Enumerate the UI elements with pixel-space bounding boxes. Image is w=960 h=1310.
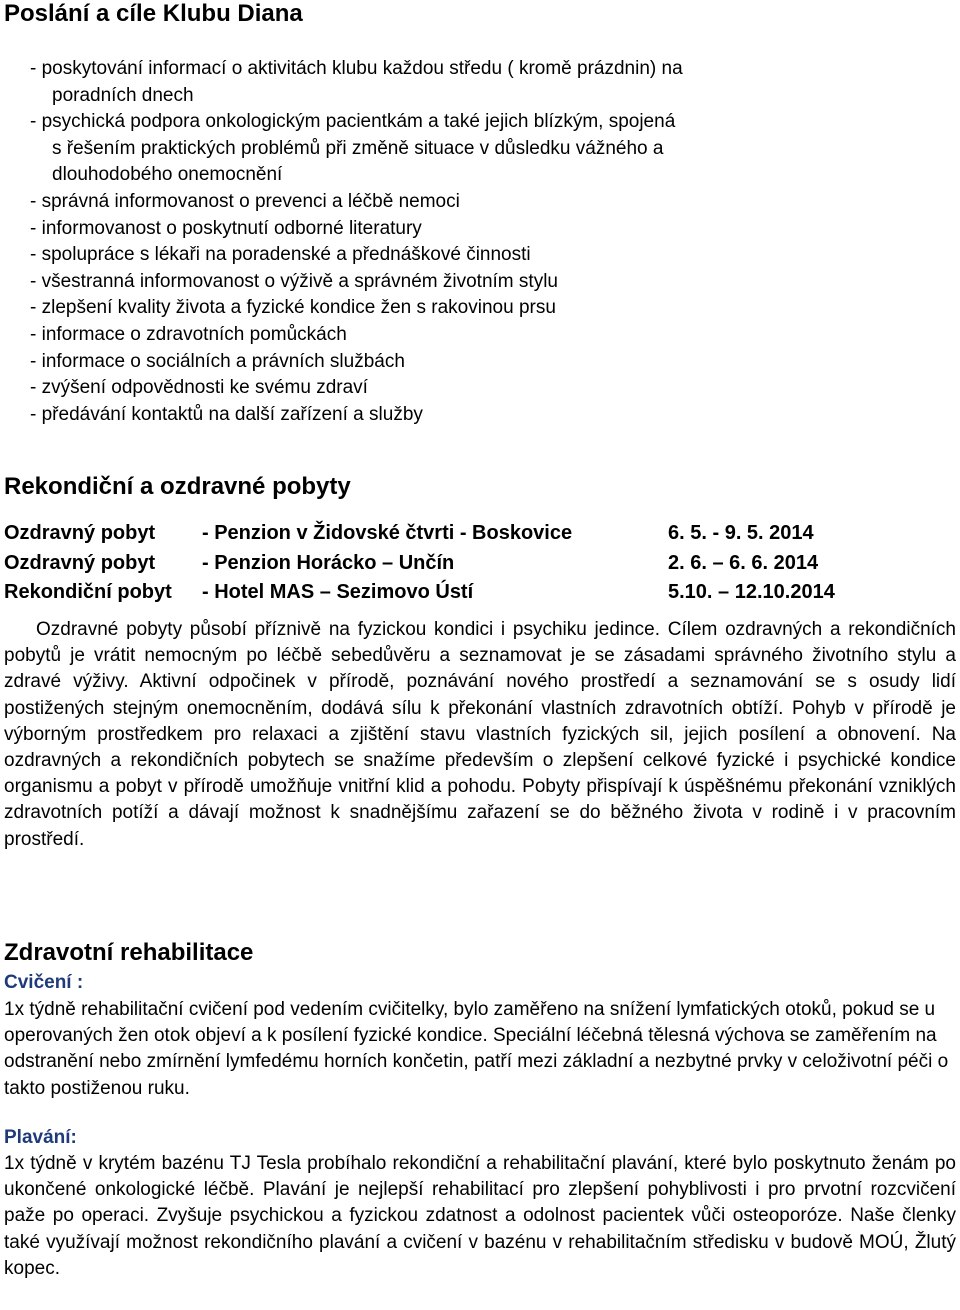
list-item: - správná informovanost o prevenci a léčbě nemoci	[30, 190, 460, 212]
list-item: - psychická podpora onkologickým pacientkám a také jejich blízkým, spojená	[30, 111, 676, 133]
stays-table	[4, 519, 954, 608]
section-heading-stays: Rekondiční a ozdravné pobyty	[4, 473, 351, 500]
list-item: - zlepšení kvality života a fyzické kondice žen s rakovinou prsu	[30, 297, 556, 319]
stay-type: Ozdravný pobyt	[4, 551, 156, 574]
list-item: - zvýšení odpovědnosti ke svému zdraví	[30, 377, 368, 399]
list-item: - poskytování informací o aktivitách klubu každou středu ( kromě prázdnin) na	[30, 58, 683, 79]
table-row	[4, 519, 954, 549]
swimming-paragraph: 1x týdně v krytém bazénu TJ Tesla probíhalo rekondiční a rehabilitační plavání, které bylo poskytnuto ženám po ukončené onkologické léčbě. Plavání je nejlepší rehabilitací pro zlepšení pohyblivosti i pro prvotní rozcvičení paže po operaci. Zvyšuje psychickou a fyzickou zdatnost a odolnost pacientek vůči osteoporóze. Naše členky také využívají možnost rekondičního plavání a cvičení v bazénu v rehabilitačním středisku v budově MOÚ, Žlutý kopec.	[4, 1153, 956, 1279]
list-item: - informace o zdravotních pomůckách	[30, 323, 347, 345]
stays-paragraph	[4, 617, 956, 853]
stay-date: 2. 6. – 6. 6. 2014	[668, 551, 819, 574]
stay-place: - Hotel MAS – Sezimovo Ústí	[202, 581, 474, 603]
table-row	[4, 578, 954, 608]
list-item: - všestranná informovanost o výživě a správném životním stylu	[30, 270, 558, 292]
exercise-heading: Cvičení :	[4, 972, 84, 993]
stays-paragraph-text: Ozdravné pobyty působí příznivě na fyzickou kondici i psychiku jedince. Cílem ozdravných a rekondičních pobytů je vrátit nemocným po léčbě sebedůvěru a seznamovat je se zásadami správného životního stylu a zdravé výživy. Aktivní odpočinek v přírodě, poznávání nového prostředí a seznamování se s osudy lidí postižených stejným onemocněním, dodává sílu k překonání vlastních zdravotních obtíží. Pohyb v přírodě je výborným prostředkem pro relaxaci a zjištění stavu vlastních fyzických sil, jejich posílení a obnovení. Na ozdravných a rekondičních pobytech se snažíme především o zlepšení celkové fyzické i psychické kondice organismu a pobyt v přírodě umožňuje vnitřní klid a pohodu. Pobyty přispívají k úspěšnému překonání vzniklých zdravotních potíží a dávají možnost k snadnějšímu zařazení se do běžného života v rodině i v pracovním prostředí.	[4, 619, 956, 850]
stay-type: Rekondiční pobyt	[4, 581, 172, 603]
list-item: - informace o sociálních a právních službách	[30, 350, 405, 372]
exercise-paragraph: 1x týdně rehabilitační cvičení pod vedením cvičitelky, bylo zaměřeno na snížení lymfatických otoků, pokud se u operovaných žen otok objeví a k posílení fyzické kondice. Speciální léčebná tělesná výchova se zaměřením na odstranění nebo zmírnění lymfedému horních končetin, patří mezi základní a nezbytné prvky v celoživotní péči o takto postiženou ruku.	[4, 999, 949, 1099]
list-item: poradních dnech	[52, 84, 194, 106]
stay-date: 5.10. – 12.10.2014	[668, 581, 835, 603]
list-item: dlouhodobého onemocnění	[52, 164, 283, 186]
goals-list	[30, 56, 890, 428]
stay-place: - Penzion v Židovské čtvrti - Boskovice	[202, 522, 573, 544]
page-title: Poslání a cíle Klubu Diana	[4, 0, 303, 27]
list-item: s řešením praktických problémů při změně situace v důsledku vážného a	[52, 137, 664, 159]
table-row	[4, 549, 954, 579]
list-item: - spolupráce s lékaři na poradenské a přednáškové činnosti	[30, 244, 531, 266]
list-item: - předávání kontaktů na další zařízení a služby	[30, 403, 423, 425]
stay-type: Ozdravný pobyt	[4, 522, 156, 544]
swimming-heading: Plavání:	[4, 1127, 77, 1148]
section-heading-rehab: Zdravotní rehabilitace	[4, 939, 254, 966]
stay-place: - Penzion Horácko – Unčín	[202, 551, 455, 574]
list-item: - informovanost o poskytnutí odborné literatury	[30, 217, 422, 239]
stay-date: 6. 5. - 9. 5. 2014	[668, 522, 814, 544]
